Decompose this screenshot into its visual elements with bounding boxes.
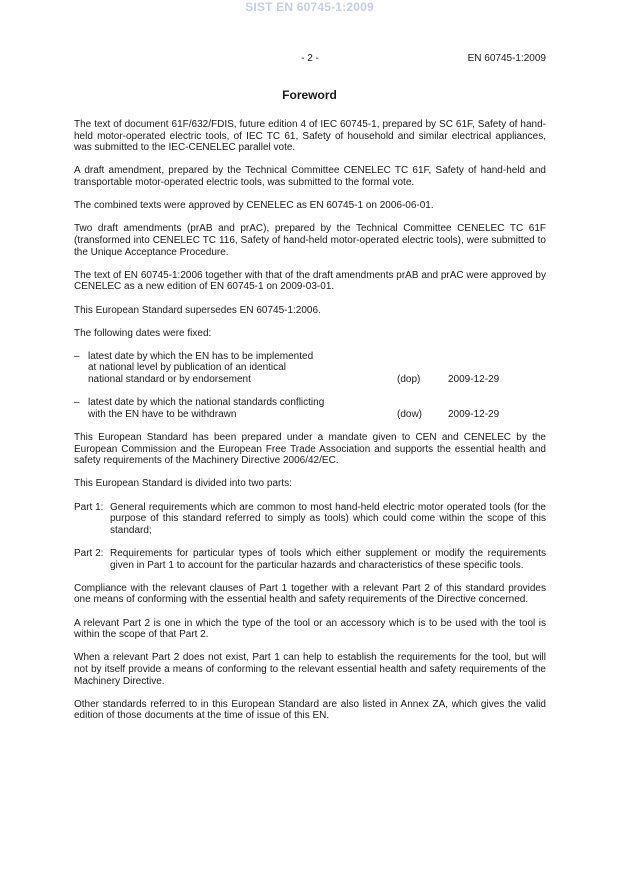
date-description xyxy=(88,397,388,420)
part-label: Part 1: xyxy=(74,501,104,513)
page-number: - 2 - xyxy=(301,53,319,64)
date-value: 2009-12-29 xyxy=(448,408,500,420)
date-description-line: at national level by publication of an identical xyxy=(88,362,286,374)
paragraph-draft-amendment: A draft amendment, prepared by the Technical Committee CENELEC TC 61F, Safety of hand-held and transportable motor-operated electric tools, was submitted to the formal vote. xyxy=(74,165,546,188)
part-text: General requirements which are common to most hand-held electric motor operated tools (for the purpose of this standard referred to simply as tools) which could come within the scope of this standard; xyxy=(110,501,546,536)
list-dash: – xyxy=(74,397,80,409)
date-item-dop xyxy=(74,351,546,386)
date-description-line: with the EN have to be withdrawn xyxy=(88,408,237,420)
date-description xyxy=(88,351,388,386)
watermark: SIST EN 60745-1:2009 xyxy=(245,0,374,14)
list-dash: – xyxy=(74,350,80,362)
part-label: Part 2: xyxy=(74,547,104,559)
paragraph-annex-za: Other standards referred to in this European Standard are also listed in Annex ZA, which gives the valid edition of those documents at the time of issue of this EN. xyxy=(74,698,546,722)
part-text: Requirements for particular types of tools which either supplement or modify the requirements given in Part 1 to account for the particular hazards and characteristics of these specific tools. xyxy=(110,547,546,571)
part-1 xyxy=(74,502,546,537)
date-abbreviation: (dop) xyxy=(397,374,421,386)
paragraph-mandate: This European Standard has been prepared under a mandate given to CEN and CENELEC by the European Commission and the European Free Trade Association and supports the essential health and safety requirements of the Machinery Directive 2006/42/EC. xyxy=(74,432,546,467)
date-description-line: latest date by which the EN has to be implemented xyxy=(88,350,314,362)
paragraph-approval: The combined texts were approved by CENELEC as EN 60745-1 on 2006-06-01. xyxy=(74,200,434,212)
paragraph-dates-intro: The following dates were fixed: xyxy=(74,327,212,339)
document-id: EN 60745-1:2009 xyxy=(467,53,546,64)
document-body xyxy=(74,119,546,733)
date-abbreviation: (dow) xyxy=(397,408,423,420)
page-title: Foreword xyxy=(282,88,337,102)
paragraph-new-edition: The text of EN 60745-1:2006 together with that of the draft amendments prAB and prAC were approved by CENELEC as a new edition of EN 60745-1 on 2009-03-01. xyxy=(74,269,546,293)
paragraph-supersedes: This European Standard supersedes EN 60745-1:2006. xyxy=(74,304,321,316)
date-description-line: national standard or by endorsement xyxy=(88,374,251,386)
paragraph-two-parts: This European Standard is divided into two parts: xyxy=(74,478,292,490)
paragraph-fdis: The text of document 61F/632/FDIS, future edition 4 of IEC 60745-1, prepared by SC 61F, Safety of hand-held motor-operated electric tools, of IEC TC 61, Safety of household and similar electrical appliances, was submitted to the IEC-CENELEC parallel vote. xyxy=(74,119,546,154)
date-value: 2009-12-29 xyxy=(448,374,500,386)
part-2 xyxy=(74,548,546,571)
date-description-line: latest date by which the national standards conflicting xyxy=(88,397,325,409)
paragraph-two-amendments: Two draft amendments (prAB and prAC), prepared by the Technical Committee CENELEC TC 61F (transformed into CENELEC TC 116, Safety of hand-held motor-operated electric tools), were submitted to the Unique Acceptance Procedure. xyxy=(74,223,546,258)
paragraph-relevant-part-2: A relevant Part 2 is one in which the type of the tool or an accessory which is to be used with the tool is within the scope of that Part 2. xyxy=(74,617,546,641)
paragraph-no-part-2: When a relevant Part 2 does not exist, Part 1 can help to establish the requirements for the tool, but will not by itself provide a means of conforming to the relevant essential health and safety requirements of the Machinery Directive. xyxy=(74,652,546,687)
date-item-dow xyxy=(74,397,546,420)
paragraph-compliance: Compliance with the relevant clauses of Part 1 together with a relevant Part 2 of this standard provides one means of conforming with the essential health and safety requirements of the Directive concerned. xyxy=(74,582,546,606)
